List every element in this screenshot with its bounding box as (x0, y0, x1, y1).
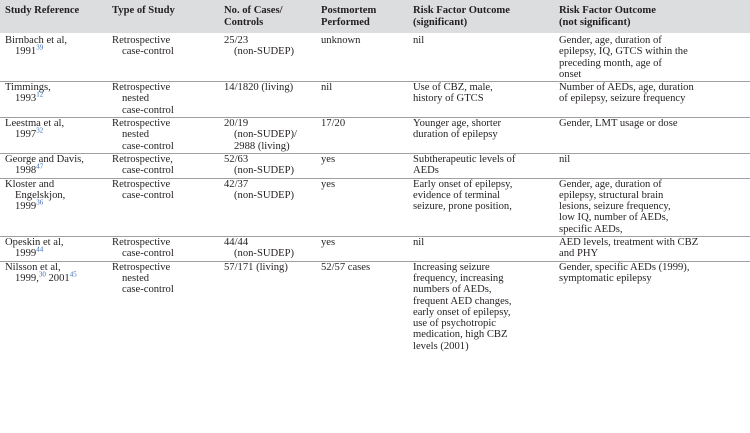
nonsig-line: Number of AEDs, age, duration (559, 82, 694, 94)
significant-outcome-cell (408, 237, 554, 262)
significant-outcome-cell (408, 261, 554, 353)
nonsig-line: Gender, age, duration of (559, 178, 662, 190)
sig-line: Use of CBZ, male, (413, 82, 493, 94)
reference-year: 1999, (15, 272, 39, 284)
type-line: case-control (122, 165, 174, 177)
cases-line: 57/171 (living) (224, 261, 288, 273)
nonsig-line: Gender, specific AEDs (1999), (559, 261, 690, 273)
nonsig-line: Gender, age, duration of (559, 35, 662, 46)
postmortem-line: yes (321, 237, 336, 249)
table-row (0, 33, 750, 82)
study-reference-line (5, 90, 107, 105)
sig-line: AEDs (413, 165, 439, 177)
significant-outcome-header (408, 0, 554, 33)
not-significant-outcome-header (554, 0, 750, 33)
cases-controls-cell (219, 178, 316, 236)
postmortem-cell (316, 178, 408, 236)
significant-outcome-cell (408, 178, 554, 236)
postmortem-cell (316, 82, 408, 118)
cases-line: 20/19 (224, 118, 249, 130)
header-label-line: No. of Cases/ (224, 5, 283, 16)
sig-line: use of psychotropic (413, 318, 496, 330)
study-reference-line (5, 190, 107, 201)
postmortem-line: 52/57 cases (321, 261, 371, 273)
header-label-line: Risk Factor Outcome (413, 5, 510, 16)
type-of-study-header (107, 0, 219, 33)
reference-year: 1993 (15, 93, 37, 105)
significant-outcome-cell (408, 118, 554, 154)
table-body (0, 33, 750, 353)
type-of-study-cell (107, 82, 219, 118)
cases-line: 25/23 (224, 35, 249, 46)
nonsig-line: onset (559, 68, 582, 80)
cases-line: (non-SUDEP) (234, 189, 295, 201)
type-line: case-control (122, 104, 174, 116)
study-reference-line: Opeskin et al, (5, 237, 64, 249)
table-header (0, 0, 750, 33)
nonsig-line: epilepsy, structural brain (559, 189, 664, 201)
nonsig-line: and PHY (559, 248, 599, 260)
study-reference-line: Kloster and (5, 178, 55, 190)
nonsig-line: nil (559, 153, 571, 165)
type-line: Retrospective (112, 118, 171, 130)
study-reference-line: Birnbach et al, (5, 35, 68, 46)
sig-line: early onset of epilepsy, (413, 306, 511, 318)
sig-line: frequency, increasing (413, 272, 504, 284)
header-label-line: (not significant) (559, 17, 631, 28)
study-reference-line (5, 198, 107, 213)
cases-line: (non-SUDEP)/ (234, 129, 297, 141)
study-reference-cell (0, 33, 107, 82)
study-reference-cell (0, 237, 107, 262)
type-line: case-control (122, 284, 174, 296)
nonsig-line: lesions, seizure frequency, (559, 201, 671, 213)
study-reference-line (5, 270, 107, 284)
cases-line: 14/1820 (living) (224, 82, 294, 94)
not-significant-outcome-cell (554, 118, 750, 154)
postmortem-line: unknown (321, 35, 361, 46)
sig-line: nil (413, 237, 425, 249)
type-line: nested (122, 93, 150, 105)
header-label-line: Performed (321, 17, 370, 28)
reference-year: 1999 (15, 201, 37, 213)
type-line: case-control (122, 248, 174, 260)
type-line: Retrospective (112, 82, 171, 94)
table-row (0, 118, 750, 154)
not-significant-outcome-cell (554, 178, 750, 236)
cases-line: 52/63 (224, 153, 249, 165)
table-row (0, 178, 750, 236)
nonsig-line: specific AEDs, (559, 223, 623, 235)
header-label-line: Postmortem (321, 5, 377, 16)
cases-controls-cell (219, 261, 316, 353)
header-label-line: Controls (224, 17, 264, 28)
type-line: nested (122, 272, 150, 284)
type-line: Retrospective (112, 178, 171, 190)
sig-line: Increasing seizure (413, 261, 490, 273)
study-reference-line: Nilsson et al, (5, 261, 61, 273)
type-of-study-cell (107, 33, 219, 82)
study-reference-line: Timmings, (5, 82, 51, 94)
cases-line: (non-SUDEP) (234, 46, 295, 58)
postmortem-line: nil (321, 82, 333, 94)
reference-year: Engelskjon, (15, 189, 66, 201)
citation-superscript: 44 (36, 245, 44, 254)
postmortem-cell (316, 237, 408, 262)
not-significant-outcome-cell (554, 82, 750, 118)
table-row (0, 237, 750, 262)
study-reference-line (5, 126, 107, 141)
type-line: Retrospective, (112, 153, 173, 165)
postmortem-line: yes (321, 153, 336, 165)
citation-superscript: 39 (36, 43, 44, 52)
nonsig-line: symptomatic epilepsy (559, 272, 652, 284)
cases-controls-cell (219, 118, 316, 154)
postmortem-cell (316, 33, 408, 82)
cases-controls-cell (219, 82, 316, 118)
type-line: Retrospective (112, 35, 171, 46)
postmortem-cell (316, 118, 408, 154)
study-reference-cell (0, 82, 107, 118)
study-reference-line: Leestma et al, (5, 118, 65, 130)
table-row (0, 261, 750, 353)
not-significant-outcome-cell (554, 153, 750, 178)
header-label-line: Type of Study (112, 5, 175, 16)
citation-superscript: 32 (36, 126, 44, 135)
citation-superscript: 12 (36, 90, 44, 99)
sig-line: duration of epilepsy (413, 129, 498, 141)
significant-outcome-cell (408, 33, 554, 82)
cases-line: 44/44 (224, 237, 249, 249)
postmortem-cell (316, 153, 408, 178)
reference-year: 1997 (15, 129, 37, 141)
study-reference-cell (0, 153, 107, 178)
type-line: nested (122, 129, 150, 141)
header-label-line: Study Reference (5, 5, 80, 16)
significant-outcome-cell (408, 153, 554, 178)
header-row (0, 0, 750, 33)
study-reference-cell (0, 261, 107, 353)
study-reference-line: George and Davis, (5, 153, 84, 165)
sig-line: seizure, prone position, (413, 201, 512, 213)
nonsig-line: low IQ, number of AEDs, (559, 212, 669, 224)
study-reference-line (5, 162, 107, 177)
postmortem-line: 17/20 (321, 118, 346, 130)
type-of-study-cell (107, 153, 219, 178)
table-row (0, 153, 750, 178)
citation-superscript: 36 (36, 198, 44, 207)
study-reference-cell (0, 118, 107, 154)
postmortem-header (316, 0, 408, 33)
type-of-study-cell (107, 261, 219, 353)
nonsig-line: preceding month, age of (559, 57, 662, 69)
nonsig-line: Gender, LMT usage or dose (559, 118, 678, 130)
nonsig-line: AED levels, treatment with CBZ (559, 237, 699, 249)
cases-line: (non-SUDEP) (234, 165, 295, 177)
type-line: Retrospective (112, 261, 171, 273)
sig-line: Early onset of epilepsy, (413, 178, 513, 190)
study-reference-line (5, 245, 107, 260)
significant-outcome-cell (408, 82, 554, 118)
cases-controls-cell (219, 153, 316, 178)
type-of-study-cell (107, 178, 219, 236)
reference-year: 2001 (45, 272, 70, 284)
study-reference-line (5, 43, 107, 58)
sig-line: nil (413, 35, 425, 46)
sig-line: medication, high CBZ (413, 329, 508, 341)
study-reference-header (0, 0, 107, 33)
type-line: case-control (122, 189, 174, 201)
type-of-study-cell (107, 118, 219, 154)
header-label-line: Risk Factor Outcome (559, 5, 656, 16)
reference-year: 1999 (15, 248, 37, 260)
header-label-line: (significant) (413, 17, 468, 28)
not-significant-outcome-cell (554, 261, 750, 353)
sig-line: Subtherapeutic levels of (413, 153, 516, 165)
sig-line: Younger age, shorter (413, 118, 502, 130)
cases-controls-cell (219, 33, 316, 82)
citation-superscript: 47 (36, 162, 44, 171)
table-row (0, 82, 750, 118)
sig-line: frequent AED changes, (413, 295, 512, 307)
type-line: case-control (122, 46, 174, 58)
study-reference-cell (0, 178, 107, 236)
cases-line: (non-SUDEP) (234, 248, 295, 260)
sig-line: levels (2001) (413, 340, 469, 352)
cases-line: 2988 (living) (234, 140, 290, 152)
reference-year: 1998 (15, 165, 37, 177)
type-of-study-cell (107, 237, 219, 262)
postmortem-line: yes (321, 178, 336, 190)
sig-line: evidence of terminal (413, 189, 501, 201)
postmortem-cell (316, 261, 408, 353)
type-line: Retrospective (112, 237, 171, 249)
type-line: case-control (122, 140, 174, 152)
citation-superscript: 30 (38, 270, 46, 279)
sig-line: history of GTCS (413, 93, 484, 105)
citation-superscript: 45 (69, 270, 77, 279)
cases-line: 42/37 (224, 178, 249, 190)
not-significant-outcome-cell (554, 33, 750, 82)
sig-line: numbers of AEDs, (413, 284, 492, 296)
cases-controls-header (219, 0, 316, 33)
nonsig-line: epilepsy, IQ, GTCS within the (559, 46, 688, 58)
nonsig-line: of epilepsy, seizure frequency (559, 93, 686, 105)
cases-controls-cell (219, 237, 316, 262)
reference-year: 1991 (15, 46, 37, 58)
not-significant-outcome-cell (554, 237, 750, 262)
